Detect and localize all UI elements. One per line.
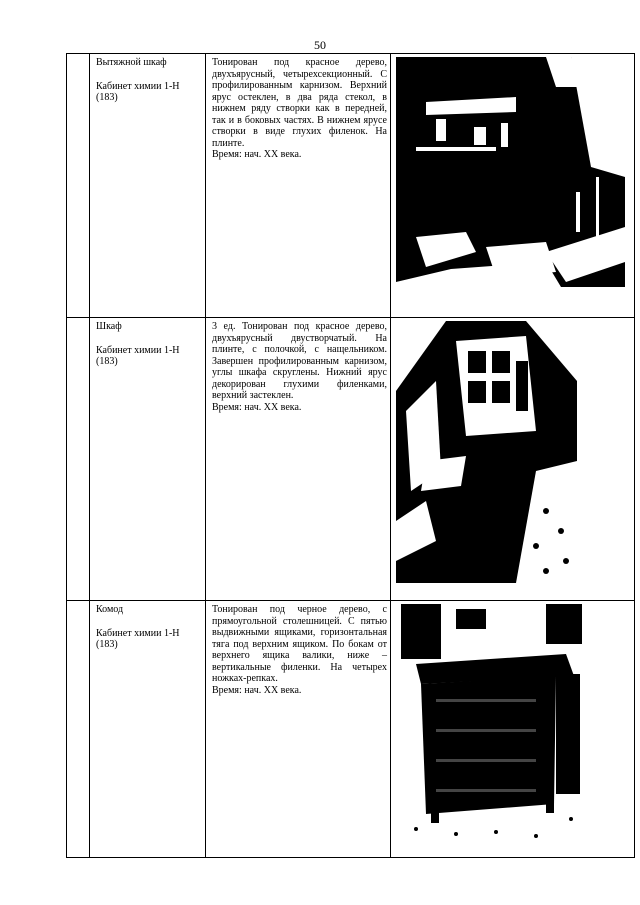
item-period: Время: нач. XX века. <box>212 149 302 160</box>
item-period: Время: нач. XX века. <box>212 684 302 696</box>
inventory-table <box>66 53 635 858</box>
description-cell <box>206 318 391 601</box>
description-cell <box>206 601 391 858</box>
item-room: Кабинет химии 1-Н (183) <box>96 344 180 367</box>
number-cell <box>67 601 90 858</box>
name-cell <box>90 318 206 601</box>
fume-cupboard-photo <box>396 57 625 287</box>
number-cell <box>67 318 90 601</box>
item-name: Комод <box>96 604 124 615</box>
cabinet-photo <box>396 321 577 583</box>
chest-of-drawers-photo <box>396 604 582 848</box>
item-description: Тонирован под красное дерево, двухъярусный, четырехсекционный. С профилированным карнизом. Верхний ярус остеклен, в два ряда стекол, в нижнем ряду створки как в передней, так и в боковых частях. В нижнем ярусе створки в виде глухих филенок. На плинте. <box>212 57 387 149</box>
item-room: Кабинет химии 1-Н (183) <box>96 627 180 650</box>
table-row <box>67 601 635 858</box>
name-cell <box>90 601 206 858</box>
item-period: Время: нач. XX века. <box>212 401 302 413</box>
photo-cell <box>391 54 635 318</box>
number-cell <box>67 54 90 318</box>
table-row <box>67 54 635 318</box>
photo-cell <box>391 318 635 601</box>
item-room: Кабинет химии 1-Н (183) <box>96 80 180 103</box>
item-description: 3 ед. Тонирован под красное дерево, двухъярусный двустворчатый. На плинте, с полочкой, с нащельником. Завершен профилированным карнизом, углы шкафа скруглены. Нижний ярус декорирован глухими филенками, верхний застеклен. <box>212 321 387 401</box>
name-cell <box>90 54 206 318</box>
item-description: Тонирован под черное дерево, с прямоугольной столешницей. С пятью выдвижными ящиками, горизонтальная тяга под верхним ящиком. По бокам от верхнего ящика валики, ниже – вертикальные филенки. На четырех ножках-репках. <box>212 604 387 684</box>
page-number: 50 <box>314 38 326 52</box>
photo-cell <box>391 601 635 858</box>
table-row <box>67 318 635 601</box>
item-name: Шкаф <box>96 321 122 332</box>
item-name: Вытяжной шкаф <box>96 57 167 68</box>
description-cell <box>206 54 391 318</box>
